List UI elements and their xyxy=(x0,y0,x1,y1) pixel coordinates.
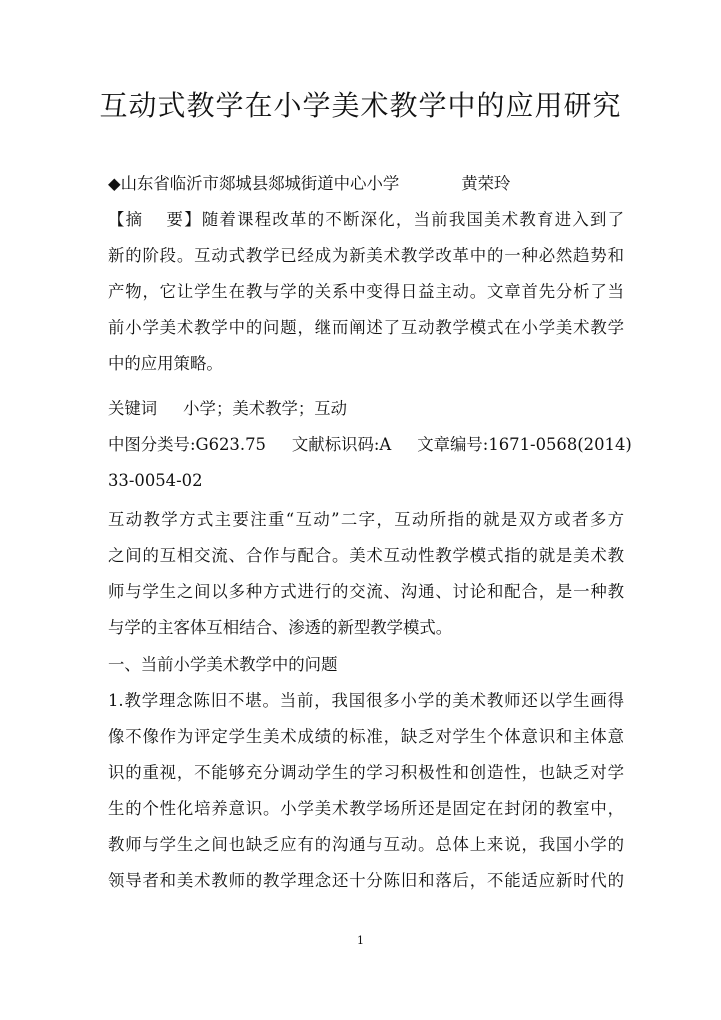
abstract-line-5: 中的应用策略。 xyxy=(108,354,223,373)
section-1-line-6: 领导者和美术教师的教学理念还十分陈旧和落后，不能适应新时代的 xyxy=(108,871,624,890)
clc-number: 中图分类号:G623.75 xyxy=(108,435,266,454)
intro-line-4: 与学的主客体互相结合、渗透的新型教学模式。 xyxy=(108,618,453,637)
document-code: 文献标识码:A xyxy=(291,435,392,454)
abstract-line-3: 产物，它让学生在教与学的关系中变得日益主动。文章首先分析了当 xyxy=(108,282,624,301)
abstract-text: 随着课程改革的不断深化，当前我国美术教育进入到了 xyxy=(201,210,625,229)
abstract-line-1 xyxy=(108,208,624,232)
intro-line-2: 之间的互相交流、合作与配合。美术互动性教学模式指的就是美术教 xyxy=(108,546,624,565)
keywords-label: 关键词 xyxy=(108,399,158,418)
keywords-line xyxy=(108,397,624,421)
abstract-line-4: 前小学美术教学中的问题，继而阐述了互动教学模式在小学美术教学 xyxy=(108,318,624,337)
author-line xyxy=(108,172,624,196)
intro-line-3: 师与学生之间以多种方式进行的交流、沟通、讨论和配合，是一种教 xyxy=(108,582,624,601)
article-number-cont: 33-0054-02 xyxy=(108,471,203,490)
section-1-line-3: 识的重视，不能够充分调动学生的学习积极性和创造性，也缺乏对学 xyxy=(108,763,624,782)
classification-line xyxy=(108,433,632,457)
section-1-heading: 一、当前小学美术教学中的问题 xyxy=(108,655,338,674)
article-number: 文章编号:1671-0568(2014) xyxy=(417,435,632,454)
paper-title: 互动式教学在小学美术教学中的应用研究 xyxy=(99,89,622,122)
section-1-line-1: 1.教学理念陈旧不堪。当前，我国很多小学的美术教师还以学生画得 xyxy=(108,691,624,710)
section-1-line-5: 教师与学生之间也缺乏应有的沟通与互动。总体上来说，我国小学的 xyxy=(108,835,624,854)
keywords-value: 小学；美术教学；互动 xyxy=(183,399,348,418)
section-1-line-2: 像不像作为评定学生美术成绩的标准，缺乏对学生个体意识和主体意 xyxy=(108,727,624,746)
abstract-line-2: 新的阶段。互动式教学已经成为新美术教学改革中的一种必然趋势和 xyxy=(108,246,624,265)
page-number: 1 xyxy=(357,934,364,947)
abstract-label-close: 要】 xyxy=(165,210,202,229)
abstract-label-open: 【摘 xyxy=(108,210,144,229)
section-1-line-4: 生的个性化培养意识。小学美术教学场所还是固定在封闭的教室中， xyxy=(108,799,624,818)
intro-line-1: 互动教学方式主要注重“互动”二字，互动所指的就是双方或者多方 xyxy=(108,510,624,529)
author-name: 黄荣玲 xyxy=(461,174,511,193)
affiliation: ◆山东省临沂市郯城县郯城街道中心小学 xyxy=(108,174,400,193)
